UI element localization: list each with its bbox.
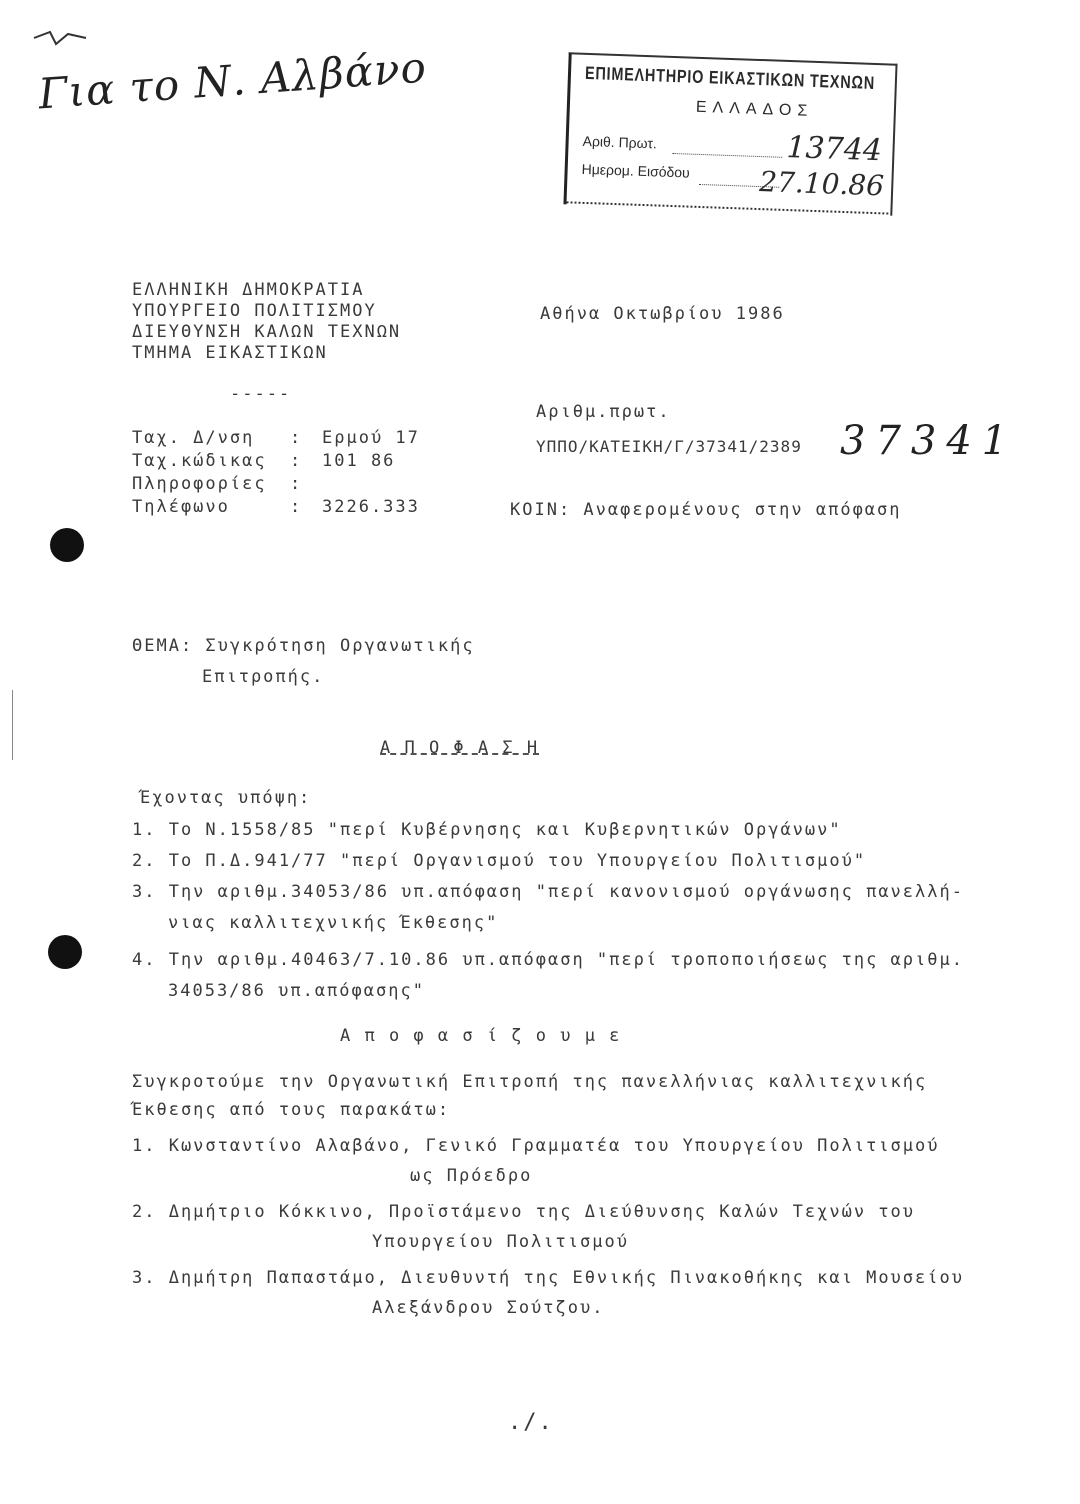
place-date: Αθήνα Οκτωβρίου 1986 [540,304,785,324]
contact-label-postcode: Ταχ.κώδικας [132,451,267,471]
received-stamp [563,52,897,215]
subject-line-2: Επιτροπής. [202,667,325,687]
header-line-1: ΕΛΛΗΝΙΚΗ ΔΗΜΟΚΡΑΤΙΑ [132,280,365,300]
contact-sep: : [290,451,303,471]
continuation-mark: ./. [508,1410,554,1435]
reference-3: 3. Την αριθμ.34053/86 υπ.απόφαση "περί κανονισμού οργάνωσης πανελλή- [132,882,964,902]
left-margin-line [12,690,13,760]
member-3: 3. Δημήτρη Παπαστάμο, Διευθυντή της Εθνικής Πινακοθήκης και Μουσείου [132,1268,964,1288]
scribble-mark [30,26,100,54]
header-line-4: ΤΜΗΜΑ ΕΙΚΑΣΤΙΚΩΝ [132,343,328,363]
reference-2: 2. Το Π.Δ.941/77 "περί Οργανισμού του Υπουργείου Πολιτισμού" [132,851,867,871]
reference-4: 4. Την αριθμ.40463/7.10.86 υπ.απόφαση "περί τροποποιήσεως της αριθμ. [132,950,964,970]
reference-1: 1. Το Ν.1558/85 "περί Κυβέρνησης και Κυβερνητικών Οργάνων" [132,820,842,840]
body-line-2: Έκθεσης από τους παρακάτω: [132,1100,451,1120]
member-3-role: Αλεξάνδρου Σούτζου. [372,1298,605,1318]
protocol-number: ΥΠΠΟ/ΚΑΤΕΙΚΗ/Γ/37341/2389 [536,437,802,456]
subject-line-1: ΘΕΜΑ: Συγκρότηση Οργανωτικής [132,636,475,656]
stamp-date-label: Ημερομ. Εισόδου [581,160,691,181]
decide-heading: Α π ο φ α σ ί ζ ο υ μ ε [340,1026,622,1046]
member-1: 1. Κωνσταντίνο Αλαβάνο, Γενικό Γραμματέα του Υπουργείου Πολιτισμού [132,1136,940,1156]
body-line-1: Συγκροτούμε την Οργανωτική Επιτροπή της πανελλήνιας καλλιτεχνικής [132,1072,928,1092]
stamp-date-value: 27.10.86 [758,165,885,203]
contact-label-address: Ταχ. Δ/νση [132,428,255,448]
reference-4-cont: 34053/86 υπ.απόφασης" [168,981,425,1001]
contact-sep: : [290,428,303,448]
protocol-label: Αριθμ.πρωτ. [536,402,671,422]
header-line-2: ΥΠΟΥΡΓΕΙΟ ΠΟΛΙΤΙΣΜΟΥ [132,301,377,321]
contact-sep: : [290,497,303,517]
decision-title: Α Π Ο Φ Α Σ Η [380,738,540,758]
stamp-protocol-label: Αριθ. Πρωτ. [582,132,658,152]
member-1-role: ως Πρόεδρο [410,1166,533,1186]
stamp-protocol-value: 13744 [785,129,883,169]
stamp-chamber-name: ΕΠΙΜΕΛΗΤΗΡΙΟ ΕΙΚΑΣΤΙΚΩΝ ΤΕΧΝΩΝ [584,62,876,94]
member-2-role: Υπουργείου Πολιτισμού [372,1232,629,1252]
contact-value-postcode: 101 86 [322,451,396,471]
protocol-handwritten: 37341 [840,418,1018,464]
contact-value-phone: 3226.333 [322,497,420,517]
contact-value-address: Ερμού 17 [322,428,420,448]
considering-label: Έχοντας υπόψη: [140,788,312,808]
contact-sep: : [290,474,303,494]
contact-label-info: Πληροφορίες [132,474,267,494]
punch-hole-top [50,528,84,562]
header-line-3: ΔΙΕΥΘΥΝΣΗ ΚΑΛΩΝ ΤΕΧΝΩΝ [132,322,402,342]
reference-3-cont: νιας καλλιτεχνικής Έκθεσης" [168,913,499,933]
header-rule: ----- [230,384,292,404]
punch-hole-bottom [48,935,82,969]
contact-label-phone: Τηλέφωνο [132,497,230,517]
member-2: 2. Δημήτριο Κόκκινο, Προϊστάμενο της Διεύθυνσης Καλών Τεχνών του [132,1202,916,1222]
handwritten-note: Για το Ν. Αλβάνο [36,42,429,119]
stamp-country: ΕΛΛΑΔΟΣ [695,98,814,120]
recipients: ΚΟΙΝ: Αναφερομένους στην απόφαση [510,500,902,520]
